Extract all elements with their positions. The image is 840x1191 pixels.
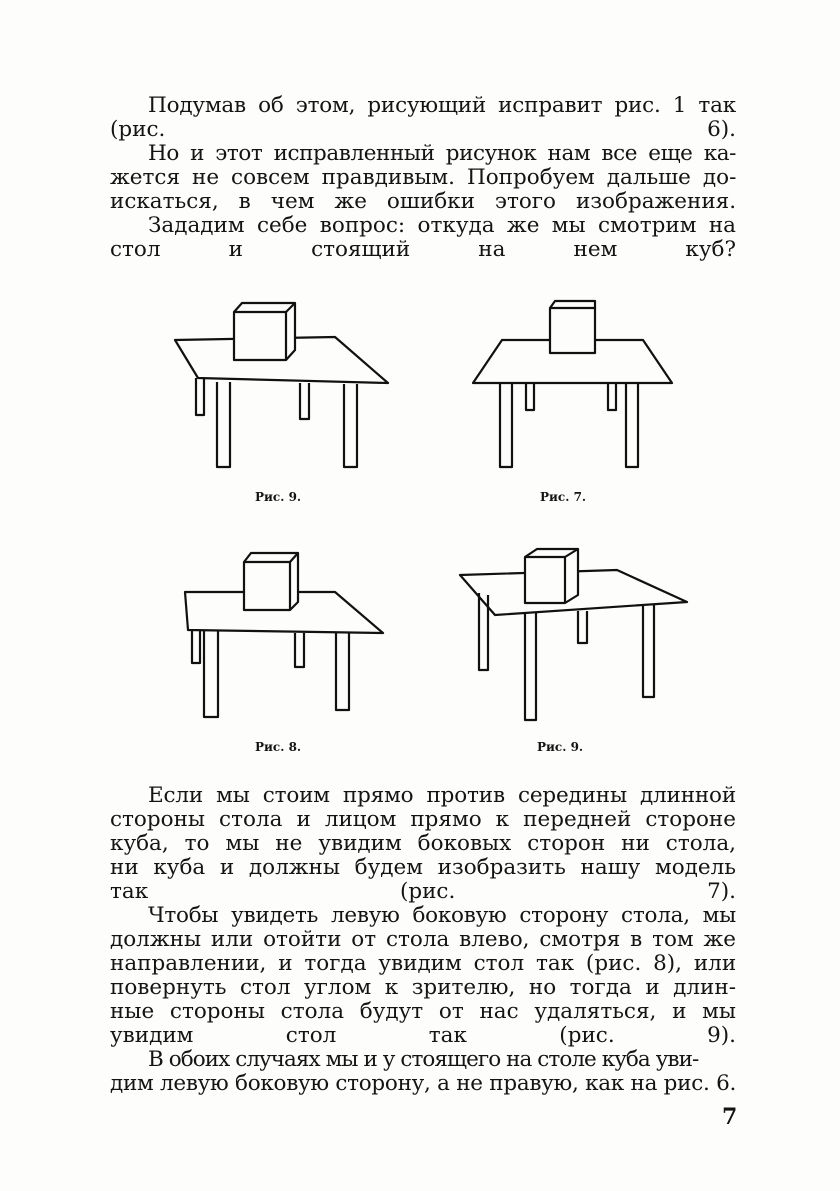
- table-leg: [192, 630, 200, 663]
- table-leg: [578, 611, 587, 643]
- text-line: искаться, в чем же ошибки этого изображения.: [110, 189, 737, 214]
- text-line: стол и стоящий на нем куб?: [110, 237, 736, 262]
- page-number: 7: [722, 1104, 738, 1130]
- table-leg: [204, 630, 218, 717]
- figure-caption: Рис. 7.: [540, 490, 587, 504]
- text-line: Зададим себе вопрос: откуда же мы смотрим на: [148, 213, 736, 238]
- text-line: дим левую боковую сторону, а не правую, как на рис. 6.: [110, 1071, 737, 1096]
- table-leg: [336, 633, 349, 710]
- table-leg: [525, 613, 536, 720]
- paragraph-5: [110, 904, 736, 1048]
- figure-caption: Рис. 8.: [255, 740, 302, 754]
- figure-caption: Рис. 9.: [255, 490, 302, 504]
- text-line: ные стороны стола будут от нас удаляться, и мы: [110, 999, 736, 1024]
- table-leg: [217, 382, 230, 467]
- text-line: повернуть стол углом к зрителю, но тогда и длин-: [110, 975, 736, 1000]
- text-line: направлении, и тогда увидим стол так (рис. 8), или: [110, 951, 737, 976]
- table-leg: [608, 383, 616, 410]
- paragraph-1: [110, 94, 736, 142]
- text-line: (рис. 6).: [110, 117, 736, 142]
- text-line: жется не совсем правдивым. Попробуем дальше до-: [110, 165, 737, 190]
- text-line: Подумав об этом, рисующий исправит рис. 1 так: [148, 93, 736, 118]
- table-leg: [500, 383, 512, 467]
- text-line: Но и этот исправленный рисунок нам все еще ка-: [148, 141, 736, 166]
- figure-caption: Рис. 9.: [537, 740, 584, 754]
- table-leg: [643, 605, 654, 697]
- text-line: куба, то мы не увидим боковых сторон ни стола,: [110, 831, 736, 856]
- text-line: Чтобы увидеть левую боковую сторону стола, мы: [148, 903, 736, 928]
- text-line: должны или отойти от стола влево, смотря в том же: [110, 927, 736, 952]
- table-leg: [344, 384, 357, 467]
- figure-table-bottom-right: [455, 545, 695, 730]
- table-leg: [626, 383, 638, 467]
- figure-table-bottom-left: [180, 545, 395, 730]
- text-line: Если мы стоим прямо против середины длинной: [148, 783, 736, 808]
- table-leg: [196, 378, 204, 415]
- text-line: так (рис. 7).: [110, 879, 736, 904]
- paragraph-4: [110, 784, 736, 904]
- paragraph-6: [110, 1048, 736, 1096]
- text-line: ни куба и должны будем изобразить нашу модель: [110, 855, 736, 880]
- figure-table-top-right: [470, 295, 680, 480]
- table-leg: [526, 383, 534, 410]
- text-line: стороны стола и лицом прямо к передней стороне: [110, 807, 736, 832]
- table-leg: [295, 633, 304, 667]
- paragraph-2: [110, 142, 736, 214]
- text-line: увидим стол так (рис. 9).: [110, 1023, 736, 1048]
- text-line: В обоих случаях мы и у стоящего на столе куба уви-: [148, 1047, 699, 1072]
- figure-table-top-left: [170, 295, 400, 480]
- table-leg: [300, 383, 309, 419]
- paragraph-3: [110, 214, 736, 262]
